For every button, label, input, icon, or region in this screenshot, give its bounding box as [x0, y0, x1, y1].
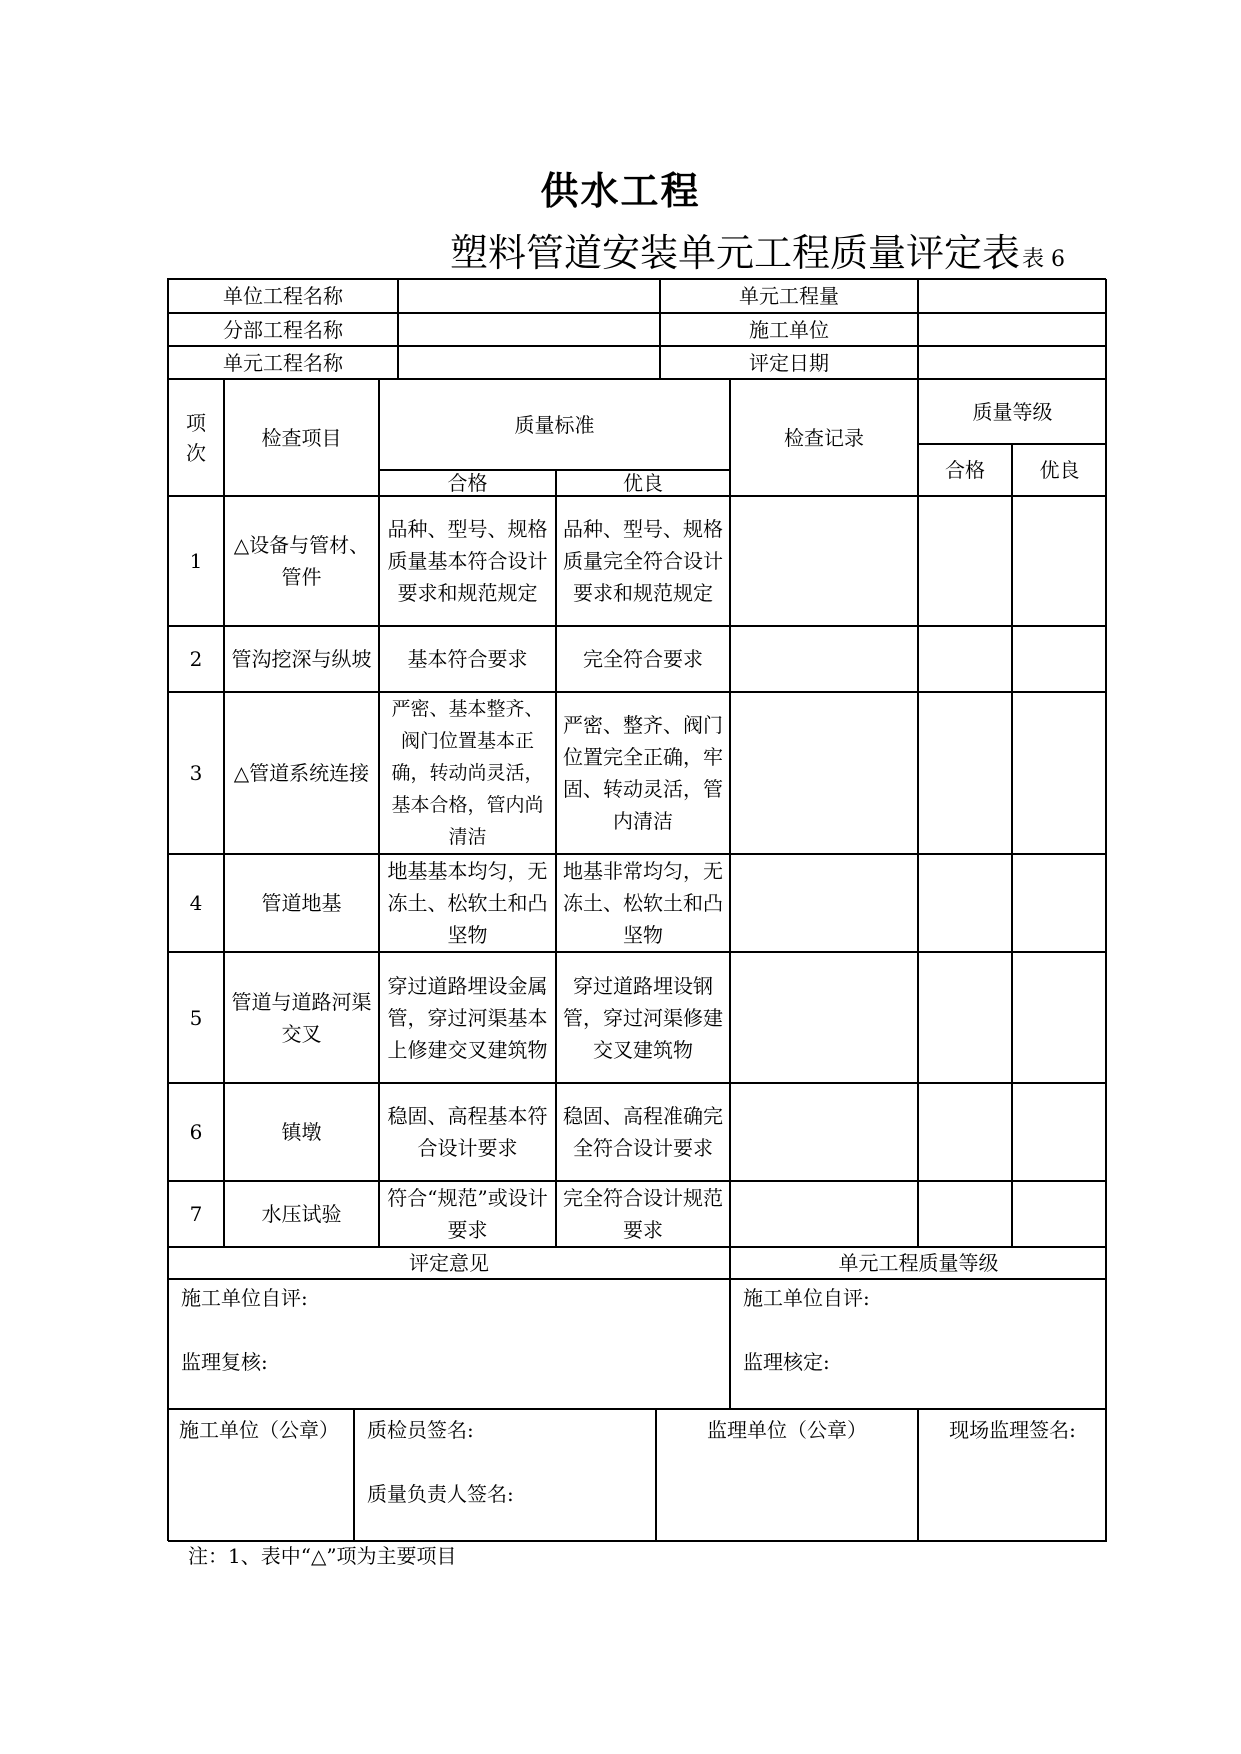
- header-seq: [168, 379, 224, 496]
- row-record[interactable]: [730, 952, 918, 1083]
- info-value[interactable]: [918, 346, 1107, 379]
- header-record: 检查记录: [730, 379, 918, 496]
- info-label: 分部工程名称: [168, 313, 398, 346]
- row-pass-standard: 严密、基本整齐、阀门位置基本正确，转动尚灵活，基本合格，管内尚清洁: [379, 692, 556, 854]
- subtitle-text: 塑料管道安装单元工程质量评定表: [450, 231, 1021, 275]
- row-grade-good[interactable]: [1012, 496, 1107, 626]
- row-grade-pass[interactable]: [918, 692, 1012, 854]
- row-no: 6: [168, 1083, 224, 1181]
- opinion-header: 评定意见: [168, 1247, 730, 1279]
- row-pass-standard: 品种、型号、规格质量基本符合设计要求和规范规定: [379, 496, 556, 626]
- row-grade-pass[interactable]: [918, 854, 1012, 952]
- grade-box[interactable]: [730, 1279, 1107, 1409]
- row-item: 管沟挖深与纵坡: [224, 626, 379, 692]
- info-value[interactable]: [918, 279, 1107, 313]
- grade-supervisor-label: 监理核定:: [743, 1350, 830, 1374]
- row-record[interactable]: [730, 692, 918, 854]
- row-item: △管道系统连接: [224, 692, 379, 854]
- header-good: 优良: [556, 470, 730, 496]
- grade-self-eval-label: 施工单位自评:: [743, 1286, 870, 1310]
- info-label: 施工单位: [660, 313, 918, 346]
- row-record[interactable]: [730, 626, 918, 692]
- info-value[interactable]: [398, 279, 660, 313]
- row-no: 1: [168, 496, 224, 626]
- header-standard: 质量标准: [379, 379, 730, 470]
- row-good-standard: 地基非常均匀，无冻土、松软土和凸坚物: [556, 854, 730, 952]
- header-item: 检查项目: [224, 379, 379, 496]
- row-good-standard: 品种、型号、规格质量完全符合设计要求和规范规定: [556, 496, 730, 626]
- evaluation-table: [167, 278, 1106, 1541]
- row-good-standard: 完全符合要求: [556, 626, 730, 692]
- row-no: 3: [168, 692, 224, 854]
- row-grade-good[interactable]: [1012, 692, 1107, 854]
- header-grade: 质量等级: [918, 379, 1107, 444]
- row-grade-pass[interactable]: [918, 626, 1012, 692]
- supervisor-seal-label: 监理单位（公章）: [707, 1418, 867, 1442]
- row-record[interactable]: [730, 1181, 918, 1247]
- quality-lead-sign-label: 质量负责人签名:: [367, 1482, 514, 1506]
- row-item: 水压试验: [224, 1181, 379, 1247]
- row-no: 2: [168, 626, 224, 692]
- info-label: 评定日期: [660, 346, 918, 379]
- info-value[interactable]: [398, 313, 660, 346]
- signature-box[interactable]: [354, 1409, 656, 1542]
- document-title: 供水工程: [540, 168, 701, 213]
- row-pass-standard: 稳固、高程基本符合设计要求: [379, 1083, 556, 1181]
- header-grade-good: 优良: [1012, 444, 1107, 496]
- opinion-box[interactable]: [168, 1279, 730, 1409]
- row-good-standard: 严密、整齐、阀门位置完全正确，牢固、转动灵活，管内清洁: [556, 692, 730, 854]
- row-good-standard: 穿过道路埋设钢管，穿过河渠修建交叉建筑物: [556, 952, 730, 1083]
- row-pass-standard: 地基基本均匀，无冻土、松软土和凸坚物: [379, 854, 556, 952]
- row-good-standard: 完全符合设计规范要求: [556, 1181, 730, 1247]
- row-grade-pass[interactable]: [918, 952, 1012, 1083]
- footnote: 注：1、表中“△”项为主要项目: [188, 1544, 457, 1568]
- row-no: 4: [168, 854, 224, 952]
- document-subtitle: [450, 222, 1065, 277]
- info-label: 单元工程名称: [168, 346, 398, 379]
- site-supervisor-sign-label: 现场监理签名:: [949, 1418, 1076, 1442]
- grade-header: 单元工程质量等级: [730, 1247, 1107, 1279]
- row-grade-good[interactable]: [1012, 854, 1107, 952]
- info-label: 单元工程量: [660, 279, 918, 313]
- inspector-sign-label: 质检员签名:: [367, 1418, 474, 1442]
- row-item: 镇墩: [224, 1083, 379, 1181]
- supervisor-review-label: 监理复核:: [181, 1350, 268, 1374]
- row-grade-good[interactable]: [1012, 1181, 1107, 1247]
- row-record[interactable]: [730, 1083, 918, 1181]
- row-no: 7: [168, 1181, 224, 1247]
- row-record[interactable]: [730, 496, 918, 626]
- row-item: 管道与道路河渠交叉: [224, 952, 379, 1083]
- row-item: 管道地基: [224, 854, 379, 952]
- info-value[interactable]: [398, 346, 660, 379]
- row-grade-good[interactable]: [1012, 626, 1107, 692]
- row-record[interactable]: [730, 854, 918, 952]
- header-grade-pass: 合格: [918, 444, 1012, 496]
- header-seq-text: 项 次: [186, 410, 206, 465]
- header-pass: 合格: [379, 470, 556, 496]
- row-grade-good[interactable]: [1012, 952, 1107, 1083]
- row-no: 5: [168, 952, 224, 1083]
- self-eval-label: 施工单位自评:: [181, 1286, 308, 1310]
- row-grade-good[interactable]: [1012, 1083, 1107, 1181]
- row-item: △设备与管材、管件: [224, 496, 379, 626]
- row-grade-pass[interactable]: [918, 1181, 1012, 1247]
- contractor-seal-box[interactable]: [168, 1409, 354, 1542]
- row-grade-pass[interactable]: [918, 1083, 1012, 1181]
- site-supervisor-box[interactable]: [918, 1409, 1107, 1542]
- info-value[interactable]: [918, 313, 1107, 346]
- row-grade-pass[interactable]: [918, 496, 1012, 626]
- table-number: 表 6: [1022, 247, 1066, 272]
- row-pass-standard: 基本符合要求: [379, 626, 556, 692]
- contractor-seal-label: 施工单位（公章）: [179, 1418, 339, 1442]
- row-pass-standard: 穿过道路埋设金属管，穿过河渠基本上修建交叉建筑物: [379, 952, 556, 1083]
- row-good-standard: 稳固、高程准确完全符合设计要求: [556, 1083, 730, 1181]
- info-label: 单位工程名称: [168, 279, 398, 313]
- row-pass-standard: 符合“规范”或设计要求: [379, 1181, 556, 1247]
- supervisor-seal-box[interactable]: [656, 1409, 918, 1542]
